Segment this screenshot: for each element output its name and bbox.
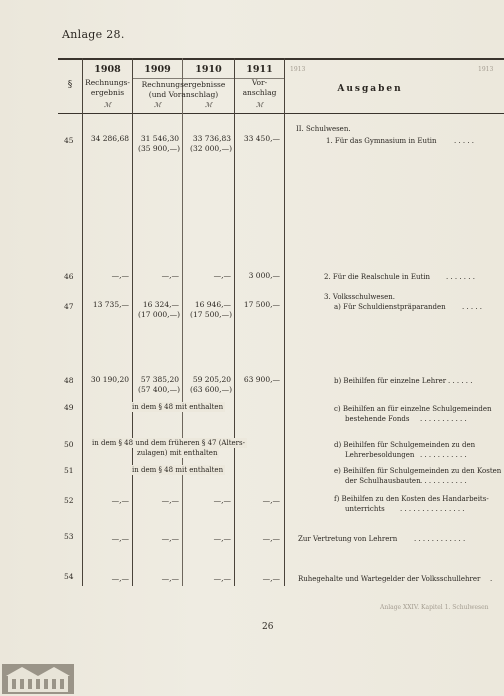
row-52-1909: —,— (161, 496, 179, 505)
desc-51-line2: der Schulhausbauten (345, 477, 421, 485)
row-53-1909: —,— (161, 534, 179, 543)
col-line-1 (82, 58, 83, 586)
header-1911-sub-line2: anschlag (242, 88, 277, 97)
desc-49-line1: c) Beihilfen an für einzelne Schulgemeinden (334, 405, 492, 413)
row-47-section: 47 (64, 302, 74, 311)
row-47-1908: 13 735,— (92, 300, 129, 309)
row-50-span-note-line1: in dem § 48 und dem früheren § 47 (Alters- (92, 439, 245, 447)
col-line-2 (132, 58, 133, 586)
row-48-1910: 59 205,20 (192, 375, 231, 384)
desc-47-heading: 3. Volksschulwesen. (324, 293, 395, 301)
row-52-section: 52 (64, 496, 74, 505)
row-53-1911: —,— (262, 534, 280, 543)
row-48-1911: 63 900,— (243, 375, 280, 384)
row-46-1908: —,— (111, 271, 129, 280)
leader-dots-46: . . . . . . . (446, 273, 475, 281)
header-1908-sub (83, 78, 132, 98)
row-45-1910-estimate: (32 000,—) (190, 144, 232, 153)
header-mark-1909: ℳ (154, 101, 161, 109)
header-mark-1908: ℳ (104, 101, 111, 109)
row-51-section: 51 (64, 466, 74, 475)
header-1909-10-sub-line2: (und Voranschlag) (148, 90, 219, 99)
leader-dots-49: . . . . . . . . . . . (420, 415, 467, 423)
leader-dots-47: . . . . . (462, 303, 483, 311)
row-45-1909: 31 546,30 (140, 134, 179, 143)
row-48-1909: 57 385,20 (140, 375, 179, 384)
row-52-1908: —,— (111, 496, 129, 505)
leader-dots-45: . . . . . (454, 137, 475, 145)
header-ausgaben: Ausgaben (337, 84, 403, 94)
desc-48: b) Beihilfen für einzelne Lehrer (334, 377, 447, 385)
row-54-1909: —,— (161, 574, 179, 583)
row-47-1911: 17 500,— (243, 300, 280, 309)
header-mark-1911: ℳ (256, 101, 263, 109)
desc-46: 2. Für die Realschule in Eutin (324, 273, 431, 281)
page-number: 26 (262, 622, 274, 632)
leader-dots-54: . (490, 575, 493, 583)
header-year-1909: 1909 (144, 64, 171, 75)
desc-51-line1: e) Beihilfen für Schulgemeinden zu den Kosten (334, 467, 502, 475)
leader-dots-51: . . . . . . . . . . . (420, 477, 467, 485)
row-46-1909: —,— (161, 271, 179, 280)
row-46-1910: —,— (213, 271, 231, 280)
row-54-section: 54 (64, 572, 74, 581)
desc-52-line2: unterrichts (345, 505, 385, 513)
header-1908-sub-line1: Rechnungs- (85, 78, 130, 87)
row-47-1909: 16 324,— (142, 300, 179, 309)
row-48-1909-estimate: (57 400,—) (138, 385, 180, 394)
leader-dots-53: . . . . . . . . . . . . (414, 535, 466, 543)
col-line-5 (284, 58, 285, 586)
header-1909-10-sub-line1: Rechnungsergebnisse (141, 80, 226, 89)
desc-54: Ruhegehalte und Wartegelder der Volksschullehrer (298, 575, 481, 583)
annex-label: Anlage 28. (62, 28, 125, 41)
row-52-1910: —,— (213, 496, 231, 505)
desc-50-line2: Lehrerbesoldungen (345, 451, 415, 459)
row-47-1910: 16 946,— (194, 300, 231, 309)
desc-53: Zur Vertretung von Lehrern (298, 535, 398, 543)
leader-dots-52: . . . . . . . . . . . . . . . (400, 505, 465, 513)
leader-dots-50: . . . . . . . . . . . (420, 451, 467, 459)
row-50-section: 50 (64, 440, 74, 449)
header-year-1911: 1911 (246, 64, 273, 75)
row-46-1911: 3 000,— (248, 271, 280, 280)
bleed-mark-bottom: Anlage XXIV. Kapitel 1. Schulwesen (380, 604, 489, 611)
row-49-span-note: in dem § 48 mit enthalten (132, 403, 224, 411)
row-50-span-note-line2: zulagen) mit enthalten (137, 449, 218, 457)
leader-dots-48: . . . . . . (448, 377, 473, 385)
desc-49-line2: bestehende Fonds (345, 415, 410, 423)
row-54-1908: —,— (111, 574, 129, 583)
row-51-span-note: in dem § 48 mit enthalten (132, 466, 224, 474)
table-header-rule (58, 113, 504, 114)
row-52-1911: —,— (262, 496, 280, 505)
row-48-section: 48 (64, 376, 74, 385)
bleed-mark-right: 1913 (478, 66, 494, 73)
table-top-rule (58, 58, 504, 60)
row-48-1908: 30 190,20 (90, 375, 129, 384)
row-45-1909-estimate: (35 900,—) (138, 144, 180, 153)
header-year-1908: 1908 (94, 64, 121, 75)
header-section: § (67, 80, 73, 90)
desc-47: a) Für Schuldienstpräparanden (334, 303, 446, 311)
row-47-1910-estimate: (17 500,—) (190, 310, 232, 319)
row-45-1911: 33 450,— (243, 134, 280, 143)
row-46-section: 46 (64, 272, 74, 281)
row-53-1908: —,— (111, 534, 129, 543)
header-1909-10-sub (133, 80, 234, 100)
header-year-1910: 1910 (195, 64, 222, 75)
row-49-section: 49 (64, 403, 74, 412)
row-54-1911: —,— (262, 574, 280, 583)
col-line-4 (234, 58, 235, 586)
desc-45: 1. Für das Gymnasium in Eutin (326, 137, 437, 145)
row-45-1910: 33 736,83 (192, 134, 231, 143)
row-54-1910: —,— (213, 574, 231, 583)
col-line-3 (182, 58, 183, 586)
header-1911-sub-line1: Vor- (251, 78, 268, 87)
row-45-1908: 34 286,68 (90, 134, 129, 143)
row-47-1909-estimate: (17 000,—) (138, 310, 180, 319)
library-building-logo-icon (2, 664, 74, 694)
row-48-1910-estimate: (63 600,—) (190, 385, 232, 394)
header-1908-sub-line2: ergebnis (90, 88, 125, 97)
bleed-mark-left: 1913 (290, 66, 306, 73)
row-53-section: 53 (64, 532, 74, 541)
header-1911-sub (235, 78, 284, 98)
row-45-section: 45 (64, 136, 74, 145)
desc-52-line1: f) Beihilfen zu den Kosten des Handarbeits- (334, 495, 489, 503)
row-53-1910: —,— (213, 534, 231, 543)
desc-50-line1: d) Beihilfen für Schulgemeinden zu den (334, 441, 476, 449)
header-mark-1910: ℳ (205, 101, 212, 109)
desc-schulwesen-heading: II. Schulwesen. (296, 125, 351, 133)
